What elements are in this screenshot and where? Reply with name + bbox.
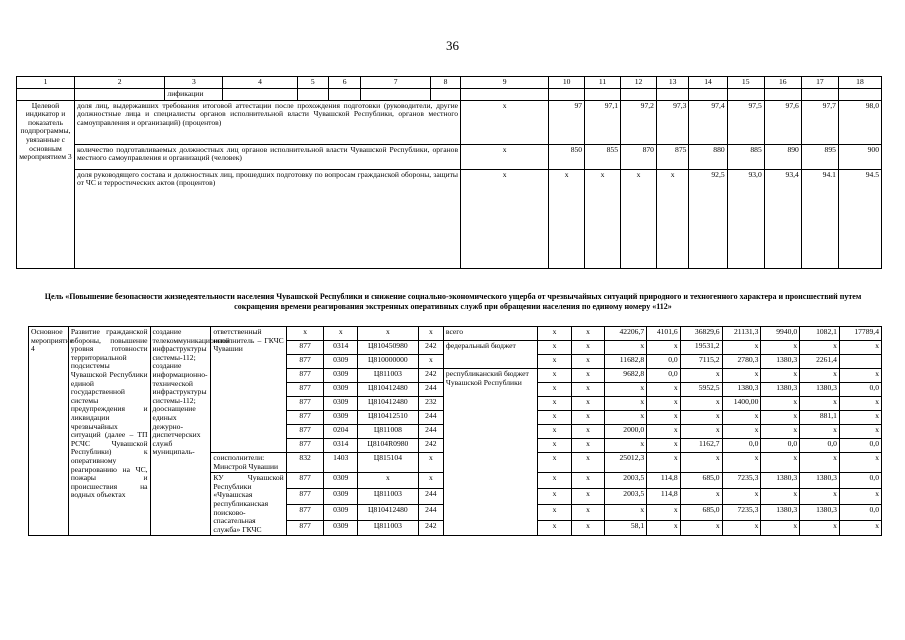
value-cell: х [839, 453, 881, 473]
value-cell: 0,0 [800, 439, 840, 453]
grbs-code: 877 [286, 397, 324, 411]
value-cell: х [538, 520, 572, 536]
value-cell: х [839, 369, 881, 383]
target-article-code: Ц811003 [358, 520, 419, 536]
indicator-label: Целевой индикатор и показатель подпрограммы, увязанные с основным мероприятием 3 [17, 100, 75, 268]
continuation-row [17, 89, 882, 101]
section-code: х [324, 327, 358, 341]
measure-table [28, 326, 882, 536]
section-code: 0309 [324, 488, 358, 504]
value-cell: х [605, 383, 647, 397]
value-cell: х [800, 520, 840, 536]
continuation-text: лификации [165, 89, 223, 101]
value-cell: 881,1 [800, 411, 840, 425]
grbs-code: 877 [286, 425, 324, 439]
value-cell: х [800, 369, 840, 383]
target-article-code: Ц810412480 [358, 504, 419, 520]
section-code: 0309 [324, 355, 358, 369]
value-cell: 2000,0 [605, 425, 647, 439]
column-number: 3 [165, 77, 223, 89]
value-cell: 2003,5 [605, 488, 647, 504]
executor: соисполнители: Минстрой Чувашии [211, 453, 286, 473]
expense-type-code: 244 [418, 488, 443, 504]
value-cell: х [761, 488, 800, 504]
target-article-code: Ц810412480 [358, 383, 419, 397]
value-cell: х [761, 397, 800, 411]
value-cell: х [839, 397, 881, 411]
value-cell: 11682,8 [605, 355, 647, 369]
value-cell: 1082,1 [800, 327, 840, 341]
value-cell: 0,0 [722, 439, 761, 453]
funding-source: федеральный бюджет [443, 341, 537, 369]
indicator-row-1: Целевой индикатор и показатель подпрограммы, увязанные с основным мероприятием 3 доля лиц, выдержавших требования итоговой аттестации после прохождения подготовки (руководители, другие должностные лица и специалисты органов исполнительной власти Чувашской Республики, органов местного самоуправления и организаций) (процентов) х 97 97,1 97,2 97,3 97,4 97,5 97,6 97,7 98,0 [17, 100, 882, 144]
measure-number: Основное мероприятие 4 [29, 327, 69, 536]
column-number: 7 [361, 77, 431, 89]
target-article-code: х [358, 473, 419, 489]
value-cell: х [571, 411, 605, 425]
grbs-code: 877 [286, 439, 324, 453]
grbs-code: 877 [286, 369, 324, 383]
column-number: 10 [549, 77, 585, 89]
value-cell: х [761, 369, 800, 383]
value-cell: х [538, 355, 572, 369]
value-cell: 4101,6 [647, 327, 681, 341]
value-cell: х [571, 327, 605, 341]
value-cell: 19531,2 [680, 341, 722, 355]
expense-type-code: 244 [418, 411, 443, 425]
value-cell: 1380,3 [761, 504, 800, 520]
grbs-code: 832 [286, 453, 324, 473]
value-cell: х [800, 341, 840, 355]
value-cell: 9940,0 [761, 327, 800, 341]
indicator-name: доля руководящего состава и должностных лиц, прошедших подготовку по вопросам гражданской обороны, защиты от ЧС и терростических актов (процентов) [74, 169, 460, 268]
value-cell: 58,1 [605, 520, 647, 536]
value-cell: 1380,3 [800, 383, 840, 397]
section-code: 0309 [324, 473, 358, 489]
value-cell: х [680, 425, 722, 439]
value-cell: х [761, 425, 800, 439]
value-cell: 685,0 [680, 473, 722, 489]
expense-type-code: х [418, 327, 443, 341]
value-cell: х [680, 520, 722, 536]
column-number: 2 [74, 77, 164, 89]
section-code: 0204 [324, 425, 358, 439]
value-cell: х [839, 341, 881, 355]
value-cell [839, 355, 881, 369]
section-code: 0314 [324, 341, 358, 355]
value-cell: 1380,3 [761, 473, 800, 489]
value-cell: 0,0 [839, 383, 881, 397]
value-cell: 1380,3 [800, 504, 840, 520]
value-cell: х [800, 453, 840, 473]
value-cell: 25012,3 [605, 453, 647, 473]
value-cell: 114,8 [647, 473, 681, 489]
value-cell: 1380,3 [761, 355, 800, 369]
value-cell: 2780,3 [722, 355, 761, 369]
column-number: 14 [689, 77, 727, 89]
column-number: 13 [656, 77, 688, 89]
value-cell: х [571, 453, 605, 473]
expense-type-code: 244 [418, 425, 443, 439]
value-cell: х [538, 439, 572, 453]
expense-type-code: 232 [418, 397, 443, 411]
indicator-row-2: количество подготавливаемых должностных лиц органов исполнительной власти Чувашской Республики, органов местного самоуправления и организаций (человек) х 850 855 870 875 880 885 890 895 900 [17, 144, 882, 169]
value-cell: х [761, 520, 800, 536]
grbs-code: 877 [286, 520, 324, 536]
value-cell: х [839, 520, 881, 536]
section-code: 0309 [324, 504, 358, 520]
value-cell: х [538, 397, 572, 411]
section-code: 1403 [324, 453, 358, 473]
value-cell: 1400,00 [722, 397, 761, 411]
value-cell: х [538, 453, 572, 473]
value-cell: х [839, 411, 881, 425]
value-cell: 0,0 [839, 439, 881, 453]
expense-type-code: 242 [418, 341, 443, 355]
value-cell: 0,0 [647, 355, 681, 369]
page-number: 36 [446, 38, 459, 53]
grbs-code: 877 [286, 488, 324, 504]
value-cell: х [605, 504, 647, 520]
value-cell: х [680, 397, 722, 411]
value-cell: х [538, 327, 572, 341]
grbs-code: х [286, 327, 324, 341]
expense-type-code: 242 [418, 439, 443, 453]
column-number: 12 [621, 77, 657, 89]
value-cell: х [722, 453, 761, 473]
value-cell: х [839, 488, 881, 504]
target-article-code: Ц810412510 [358, 411, 419, 425]
value-cell: 2261,4 [800, 355, 840, 369]
target-article-code: Ц815104 [358, 453, 419, 473]
expense-type-code: 244 [418, 383, 443, 397]
target-article-code: х [358, 327, 419, 341]
value-cell: х [571, 355, 605, 369]
value-cell: х [800, 488, 840, 504]
value-cell: х [722, 341, 761, 355]
value-cell: х [647, 439, 681, 453]
value-cell: х [605, 397, 647, 411]
value-cell: х [571, 473, 605, 489]
value-cell: х [538, 425, 572, 439]
expense-type-code: 242 [418, 369, 443, 383]
value-cell: х [647, 383, 681, 397]
value-cell: х [647, 411, 681, 425]
value-cell: 21131,3 [722, 327, 761, 341]
value-cell: 1162,7 [680, 439, 722, 453]
value-cell: 1380,3 [761, 383, 800, 397]
value-cell: х [571, 341, 605, 355]
value-cell: х [605, 411, 647, 425]
section-code: 0309 [324, 383, 358, 397]
value-cell: х [680, 453, 722, 473]
value-cell: х [761, 411, 800, 425]
value-cell: 0,0 [839, 504, 881, 520]
column-number: 9 [461, 77, 549, 89]
executor: ответственный исполнитель – ГКЧС Чувашии [211, 327, 286, 453]
value-cell: х [538, 473, 572, 489]
grbs-code: 877 [286, 355, 324, 369]
value-cell: х [722, 425, 761, 439]
value-cell: х [722, 369, 761, 383]
value-cell: х [800, 425, 840, 439]
value-cell: 7235,3 [722, 473, 761, 489]
value-cell: х [680, 411, 722, 425]
grbs-code: 877 [286, 473, 324, 489]
grbs-code: 877 [286, 341, 324, 355]
section-code: 0309 [324, 369, 358, 383]
target-article-code: Ц810450980 [358, 341, 419, 355]
section-code: 0309 [324, 397, 358, 411]
value-cell: х [647, 520, 681, 536]
measure-result: создание телекоммуникационной инфраструктуры системы-112; создание информационно-технической инфраструктуры системы-112; дооснащение единых дежурно-диспетчерских служб муниципаль- [150, 327, 211, 536]
grbs-code: 877 [286, 383, 324, 397]
target-article-code: Ц810412480 [358, 397, 419, 411]
value-cell: 0,0 [647, 369, 681, 383]
value-cell: х [647, 341, 681, 355]
value-cell: 5952,5 [680, 383, 722, 397]
value-cell: 114,8 [647, 488, 681, 504]
indicator-table [16, 76, 882, 269]
funding-source: всего [443, 327, 537, 341]
expense-type-code: х [418, 453, 443, 473]
target-article-code: Ц811008 [358, 425, 419, 439]
column-number: 18 [838, 77, 881, 89]
value-cell: х [571, 383, 605, 397]
column-number-row [17, 77, 882, 89]
value-cell: 7115,2 [680, 355, 722, 369]
expense-type-code: 244 [418, 504, 443, 520]
section-code: 0314 [324, 439, 358, 453]
executor: КУ Чувашской Республики «Чувашская республиканская поисково-спасательная служба» ГКЧС [211, 473, 286, 536]
value-cell: х [571, 504, 605, 520]
value-cell: х [571, 488, 605, 504]
column-number: 11 [585, 77, 621, 89]
target-article-code: Ц811003 [358, 488, 419, 504]
value-cell: 0,0 [839, 473, 881, 489]
value-cell: х [605, 439, 647, 453]
value-cell: 1380,3 [722, 383, 761, 397]
value-cell: х [722, 488, 761, 504]
value-cell: х [647, 453, 681, 473]
grbs-code: 877 [286, 411, 324, 425]
funding-source: республиканский бюджет Чувашской Республики [443, 369, 537, 536]
target-article-code: Ц810000000 [358, 355, 419, 369]
measure-name: Развитие гражданской обороны, повышение уровня готовности территориальной подсистемы Чувашской Республики единой государственной системы предупреждения и ликвидации чрезвычайных ситуаций (далее – ТП РСЧС Чувашской Республики) к оперативному реагированию на ЧС, пожары и происшествия на водных объектах [68, 327, 150, 536]
value-cell: х [722, 411, 761, 425]
value-cell: х [680, 488, 722, 504]
value-cell: х [800, 397, 840, 411]
goal-heading: Цель «Повышение безопасности жизнедеятельности населения Чувашской Республики и снижение социально-экономического ущерба от чрезвычайных ситуаций природного и техногенного характера и происшествий путем сокращения времени реагирования экстренных оперативных служб при обращении населения по единому номеру «112» [44, 292, 862, 311]
value-cell: 36829,6 [680, 327, 722, 341]
grbs-code: 877 [286, 504, 324, 520]
value-cell: 685,0 [680, 504, 722, 520]
value-cell: х [839, 425, 881, 439]
value-cell: х [571, 439, 605, 453]
value-cell: х [538, 488, 572, 504]
value-cell: 2003,5 [605, 473, 647, 489]
column-number: 17 [801, 77, 838, 89]
indicator-row-3: доля руководящего состава и должностных лиц, прошедших подготовку по вопросам гражданской обороны, защиты от ЧС и терростических актов (процентов) х х х х х 92,5 93,0 93,4 94.1 94.5 [17, 169, 882, 268]
section-code: 0309 [324, 520, 358, 536]
value-cell: х [647, 425, 681, 439]
value-cell: х [571, 425, 605, 439]
value-cell: 1380,3 [800, 473, 840, 489]
value-cell: х [761, 341, 800, 355]
value-cell: х [647, 397, 681, 411]
expense-type-code: 242 [418, 520, 443, 536]
indicator-name: количество подготавливаемых должностных лиц органов исполнительной власти Чувашской Республики, органов местного самоуправления и организаций (человек) [74, 144, 460, 169]
value-cell: х [647, 504, 681, 520]
value-cell: 9682,8 [605, 369, 647, 383]
column-number: 15 [727, 77, 764, 89]
value-cell: 17789,4 [839, 327, 881, 341]
indicator-name: доля лиц, выдержавших требования итоговой аттестации после прохождения подготовки (руководители, другие должностные лица и специалисты органов исполнительной власти Чувашской Республики, органов местного самоуправления и организаций) (процентов) [74, 100, 460, 144]
value-cell: х [571, 520, 605, 536]
value-cell: х [680, 369, 722, 383]
value-cell: 0,0 [761, 439, 800, 453]
column-number: 4 [223, 77, 297, 89]
value-cell: х [538, 369, 572, 383]
value-cell: х [605, 341, 647, 355]
column-number: 5 [297, 77, 328, 89]
value-cell: х [538, 341, 572, 355]
section-code: 0309 [324, 411, 358, 425]
expense-type-code: х [418, 355, 443, 369]
value-cell: х [538, 383, 572, 397]
value-cell: х [722, 520, 761, 536]
target-article-code: Ц811003 [358, 369, 419, 383]
value-cell: х [571, 369, 605, 383]
value-cell: х [571, 397, 605, 411]
column-number: 8 [430, 77, 460, 89]
value-cell: 42206,7 [605, 327, 647, 341]
column-number: 1 [17, 77, 75, 89]
value-cell: 7235,3 [722, 504, 761, 520]
value-cell: х [761, 453, 800, 473]
table-row [29, 327, 882, 341]
target-article-code: Ц8104R0980 [358, 439, 419, 453]
expense-type-code: х [418, 473, 443, 489]
column-number: 16 [764, 77, 801, 89]
value-cell: х [538, 504, 572, 520]
value-cell: х [538, 411, 572, 425]
column-number: 6 [328, 77, 360, 89]
